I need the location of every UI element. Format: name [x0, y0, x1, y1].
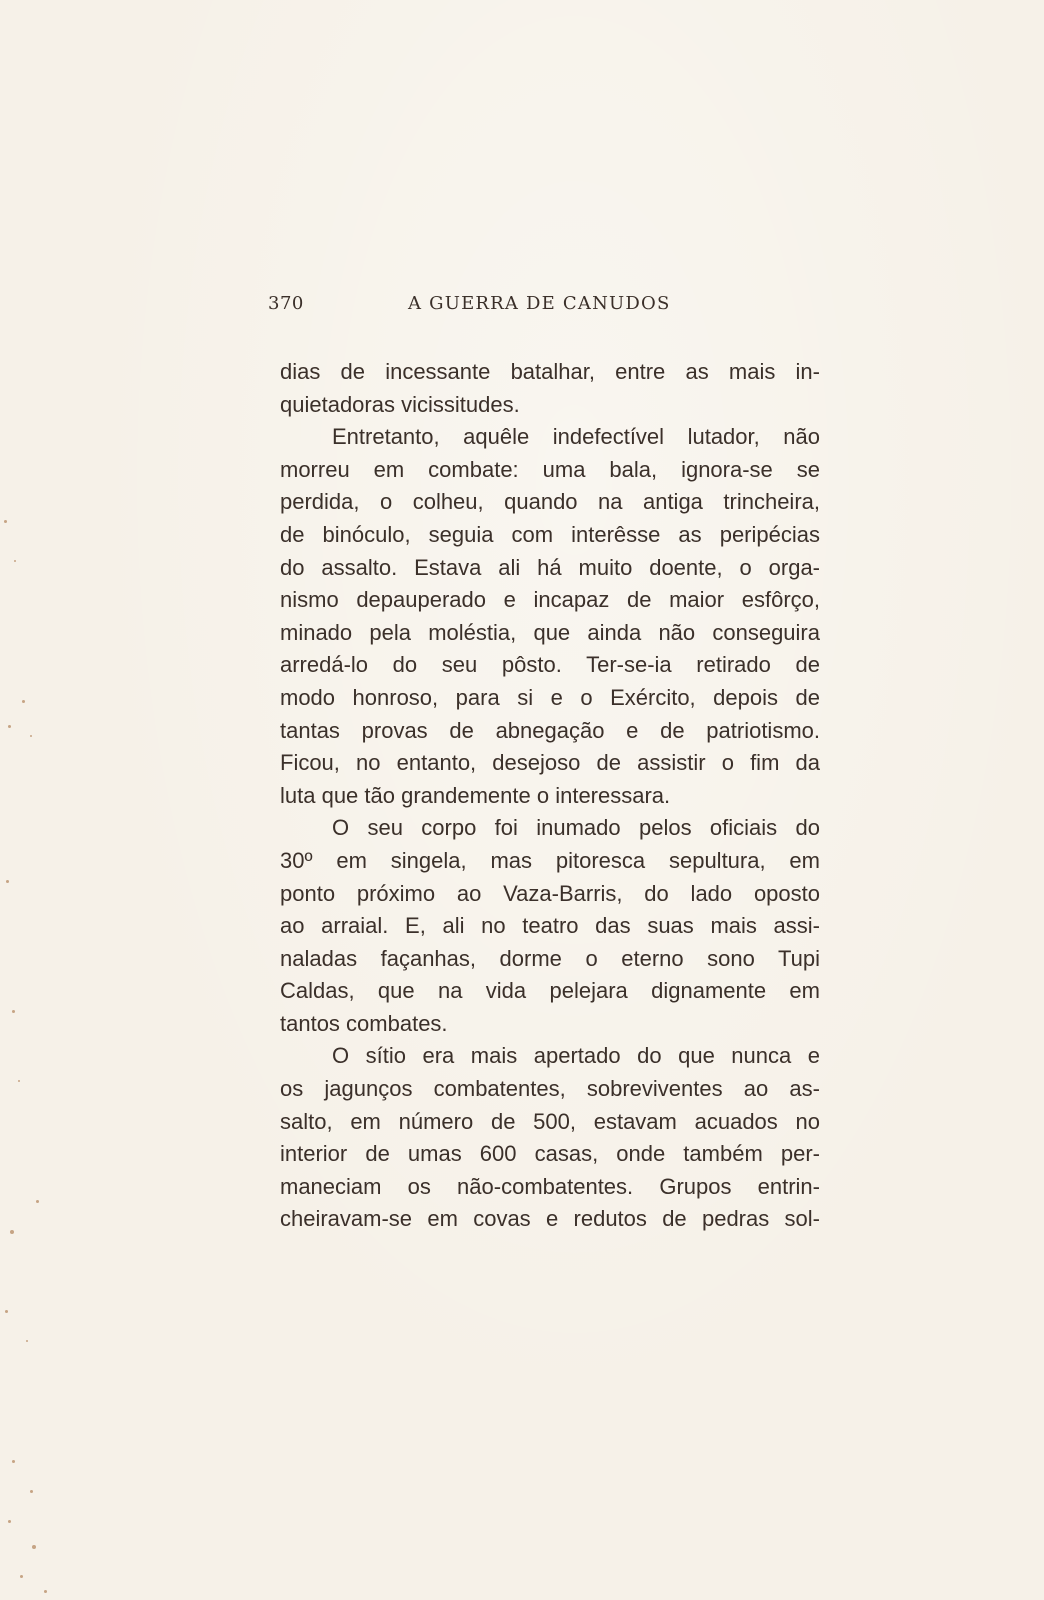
paper-speck: [20, 1575, 23, 1578]
text-line: 30º em singela, mas pitoresca sepultura, em: [280, 847, 820, 873]
text-line: os jagunços combatentes, sobreviventes ao as-: [280, 1076, 820, 1102]
text-line: salto, em número de 500, estavam acuados no: [280, 1108, 820, 1134]
text-line: luta que tão grandemente o interessara.: [280, 782, 671, 808]
text-line: Caldas, que na vida pelejara dignamente em: [280, 978, 820, 1004]
book-title: A GUERRA DE CANUDOS: [408, 293, 671, 314]
paper-speck: [22, 700, 25, 703]
text-line: morreu em combate: uma bala, ignora-se se: [280, 456, 820, 482]
paper-speck: [30, 735, 32, 737]
paper-speck: [8, 1520, 11, 1523]
body-text: [280, 356, 820, 1236]
text-line: naladas façanhas, dorme o eterno sono Tupi: [280, 945, 820, 971]
text-line: dias de incessante batalhar, entre as mais in-: [280, 359, 820, 384]
paper-speck: [14, 560, 16, 562]
paper-speck: [30, 1490, 33, 1493]
text-line: interior de umas 600 casas, onde também per-: [280, 1141, 820, 1167]
paper-speck: [18, 1080, 20, 1082]
text-line: do assalto. Estava ali há muito doente, o orga-: [280, 554, 820, 580]
paper-speck: [8, 725, 11, 728]
paper-speck: [4, 520, 7, 523]
text-line: tantas provas de abnegação e de patriotismo.: [280, 717, 820, 743]
text-line: Entretanto, aquêle indefectível lutador, não: [332, 424, 820, 450]
text-line: ao arraial. E, ali no teatro das suas mais assi-: [280, 913, 820, 939]
text-line: nismo depauperado e incapaz de maior esfôrço,: [280, 587, 820, 613]
text-line: quietadoras vicissitudes.: [280, 391, 520, 417]
paper-speck: [12, 1010, 15, 1013]
paper-speck: [26, 1340, 28, 1342]
text-line: cheiravam-se em covas e redutos de pedras sol-: [280, 1206, 820, 1232]
text-line: modo honroso, para si e o Exército, depois de: [280, 684, 820, 710]
text-line: ponto próximo ao Vaza-Barris, do lado oposto: [280, 880, 820, 906]
text-line: tantos combates.: [280, 1010, 448, 1036]
text-line: O sítio era mais apertado do que nunca e: [332, 1043, 820, 1069]
paper-speck: [32, 1545, 36, 1549]
paper-speck: [5, 1310, 8, 1313]
paper-speck: [36, 1200, 39, 1203]
text-line: de binóculo, seguia com interêsse as peripécias: [280, 521, 820, 547]
text-line: O seu corpo foi inumado pelos oficiais do: [332, 815, 820, 841]
paper-speck: [6, 880, 9, 883]
text-line: minado pela moléstia, que ainda não conseguira: [280, 619, 820, 645]
paper-speck: [44, 1590, 47, 1593]
text-line: Ficou, no entanto, desejoso de assistir o fim da: [280, 750, 820, 776]
paper-speck: [10, 1230, 14, 1234]
text-line: perdida, o colheu, quando na antiga trincheira,: [280, 489, 820, 515]
text-line: maneciam os não-combatentes. Grupos entrin-: [280, 1173, 820, 1199]
page-number: 370: [268, 293, 304, 314]
text-line: arredá-lo do seu pôsto. Ter-se-ia retirado de: [280, 652, 820, 678]
paper-speck: [12, 1460, 15, 1463]
